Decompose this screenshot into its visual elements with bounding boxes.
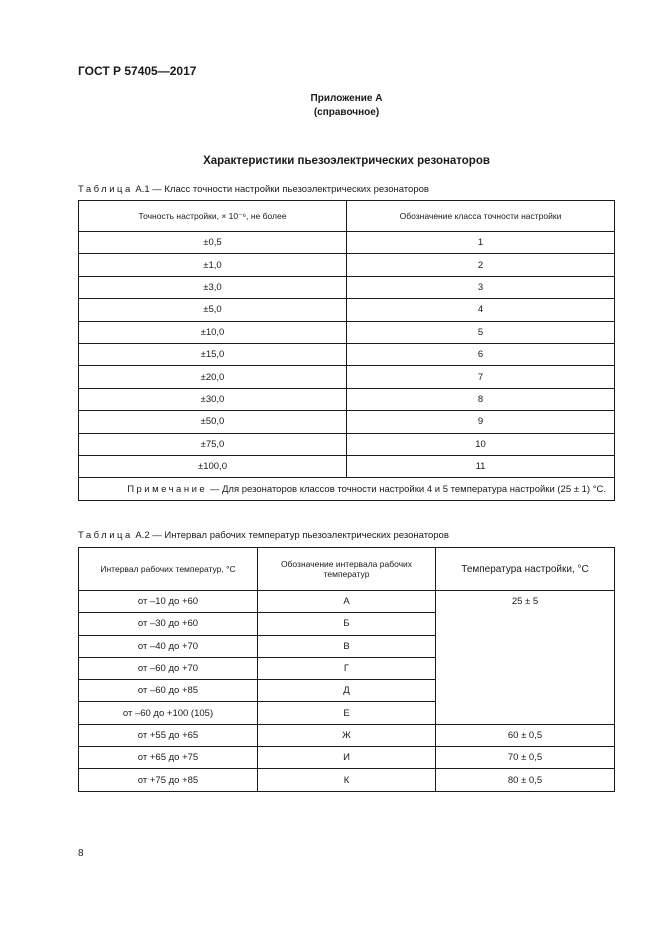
accuracy-class-table <box>78 200 615 501</box>
merged-temperature-cell: 25 ± 5 <box>436 591 615 725</box>
table-cell: ±15,0 <box>79 343 347 365</box>
header-cell: Обозначение класса точности настройки <box>347 201 615 232</box>
table-cell: Д <box>258 680 436 702</box>
table-cell: 8 <box>347 388 615 410</box>
table1-caption-label: Таблица <box>78 184 133 195</box>
table-row <box>79 769 615 791</box>
table-note <box>79 478 615 501</box>
header-cell: Обозначение интервала рабочих температур <box>258 548 436 591</box>
table-cell: от –60 до +70 <box>79 657 258 679</box>
table-row <box>79 321 615 343</box>
table-cell: А <box>258 591 436 613</box>
table-cell: ±30,0 <box>79 388 347 410</box>
table-cell: 60 ± 0,5 <box>436 724 615 746</box>
header-cell: Интервал рабочих температур, °С <box>79 548 258 591</box>
table-cell: 6 <box>347 343 615 365</box>
table-row <box>79 591 615 613</box>
table-cell: 4 <box>347 299 615 321</box>
table1-caption-text: А.1 — Класс точности настройки пьезоэлектрических резонаторов <box>135 184 429 195</box>
document-code: ГОСТ Р 57405—2017 <box>78 64 197 78</box>
table-cell: Б <box>258 613 436 635</box>
note-label: Примечание <box>127 483 208 495</box>
table-note-row <box>79 478 615 501</box>
table-cell: 9 <box>347 411 615 433</box>
table-row <box>79 747 615 769</box>
table-cell: ±0,5 <box>79 232 347 254</box>
table-cell: от +75 до +85 <box>79 769 258 791</box>
table-row <box>79 411 615 433</box>
table-cell: от –60 до +100 (105) <box>79 702 258 724</box>
table-cell: 5 <box>347 321 615 343</box>
table-cell: ±50,0 <box>79 411 347 433</box>
table-row <box>79 388 615 410</box>
appendix-subtitle: (справочное) <box>313 107 380 118</box>
table-cell: от –10 до +60 <box>79 591 258 613</box>
table-cell: 11 <box>347 455 615 477</box>
table-cell: ±20,0 <box>79 366 347 388</box>
table-cell: ±1,0 <box>79 254 347 276</box>
table-cell: Е <box>258 702 436 724</box>
table-cell: К <box>258 769 436 791</box>
table-row <box>79 724 615 746</box>
table-cell: 7 <box>347 366 615 388</box>
table-header-row <box>79 201 615 232</box>
table-cell: от –30 до +60 <box>79 613 258 635</box>
table-cell: 2 <box>347 254 615 276</box>
table-row <box>79 299 615 321</box>
table-row <box>79 366 615 388</box>
table-cell: 1 <box>347 232 615 254</box>
table-cell: от –60 до +85 <box>79 680 258 702</box>
table-cell: 70 ± 0,5 <box>436 747 615 769</box>
table-row <box>79 276 615 298</box>
table1-caption <box>78 184 429 195</box>
note-text: — Для резонаторов классов точности настройки 4 и 5 температура настройки (25 ± 1) °С. <box>209 483 606 495</box>
page-number: 8 <box>78 848 84 859</box>
table-cell: ±75,0 <box>79 433 347 455</box>
table-cell: ±100,0 <box>79 455 347 477</box>
table-row <box>79 254 615 276</box>
table-cell: ±5,0 <box>79 299 347 321</box>
table-cell: 3 <box>347 276 615 298</box>
table-cell: от +65 до +75 <box>79 747 258 769</box>
table-cell: Г <box>258 657 436 679</box>
table2-caption-label: Таблица <box>78 530 133 541</box>
table-row <box>79 343 615 365</box>
table-cell: 10 <box>347 433 615 455</box>
table-cell: 80 ± 0,5 <box>436 769 615 791</box>
table-cell: ±10,0 <box>79 321 347 343</box>
appendix-title: Приложение А <box>310 93 383 104</box>
section-title: Характеристики пьезоэлектрических резонаторов <box>203 155 490 167</box>
table-row <box>79 455 615 477</box>
table-header-row <box>79 548 615 591</box>
temperature-range-table <box>78 547 615 792</box>
table-cell: В <box>258 635 436 657</box>
table-cell: ±3,0 <box>79 276 347 298</box>
table2-caption-text: А.2 — Интервал рабочих температур пьезоэлектрических резонаторов <box>135 530 449 541</box>
header-cell: Точность настройки, × 10⁻⁶, не более <box>79 201 347 232</box>
table-cell: Ж <box>258 724 436 746</box>
table-cell: от +55 до +65 <box>79 724 258 746</box>
table-row <box>79 433 615 455</box>
header-cell: Температура настройки, °С <box>436 548 615 591</box>
table-cell: от –40 до +70 <box>79 635 258 657</box>
table2-caption <box>78 530 449 541</box>
table-row <box>79 232 615 254</box>
table-cell: И <box>258 747 436 769</box>
